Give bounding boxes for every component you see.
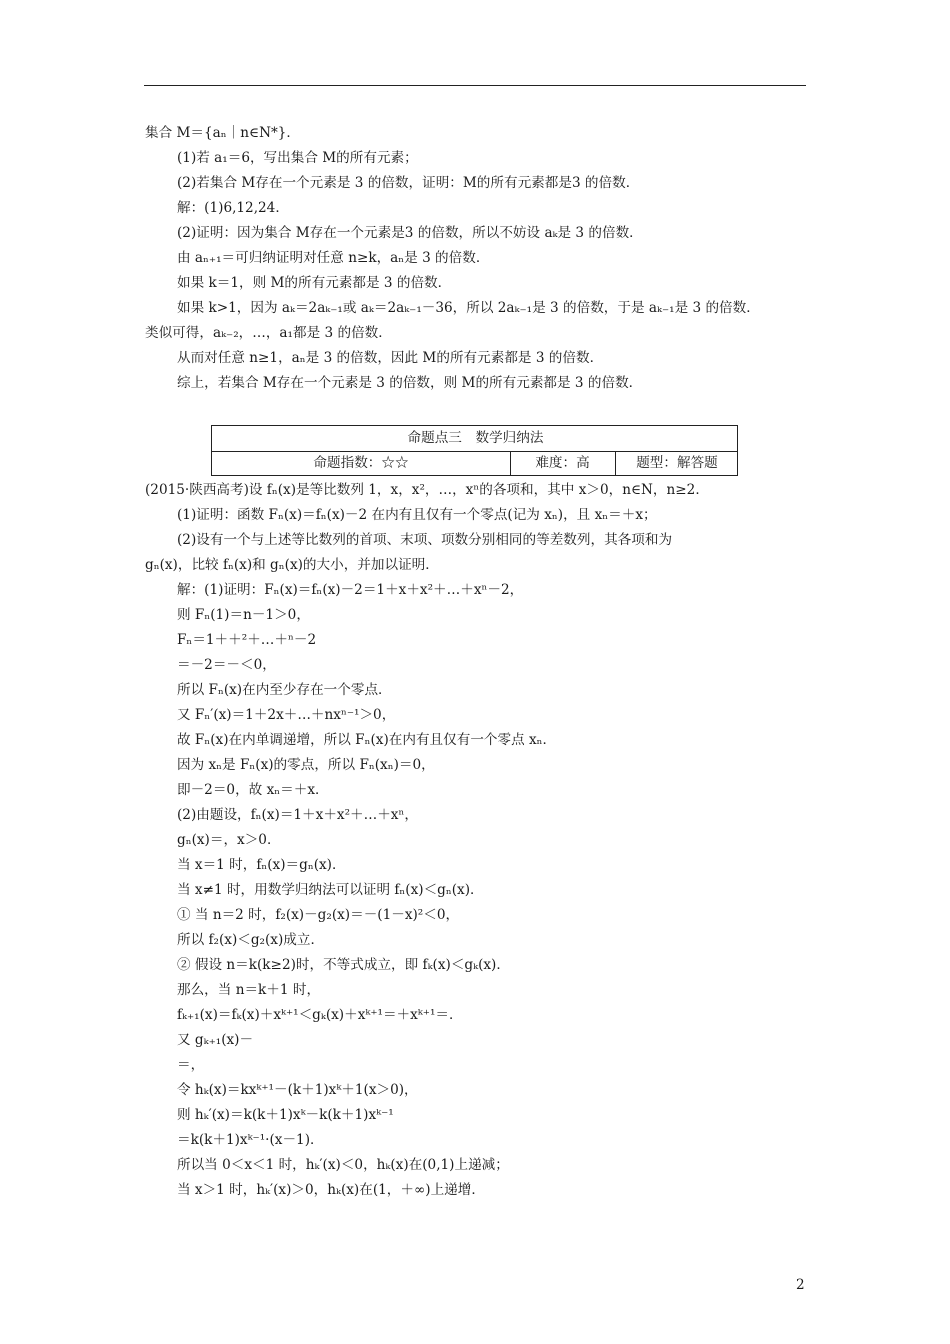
text-line: fₖ₊₁(x)＝fₖ(x)＋xᵏ⁺¹＜gₖ(x)＋xᵏ⁺¹＝＋xᵏ⁺¹＝． xyxy=(177,1007,463,1023)
text-line: (2)由题设，fₙ(x)＝1＋x＋x²＋…＋xⁿ， xyxy=(177,807,418,823)
text-line: 则 hₖ′(x)＝k(k＋1)xᵏ－k(k＋1)xᵏ⁻¹ xyxy=(177,1107,394,1123)
text-line: 当 x≠1 时，用数学归纳法可以证明 fₙ(x)＜gₙ(x)． xyxy=(177,882,484,898)
text-line: 集合 M＝{aₙ｜n∈N*}． xyxy=(145,125,301,141)
text-line: 即－2＝0，故 xₙ＝＋x． xyxy=(177,782,329,798)
text-line: 如果 k＝1，则 M的所有元素都是 3 的倍数． xyxy=(177,275,452,291)
header-rule xyxy=(144,85,806,86)
proposition-table xyxy=(211,425,738,476)
text-line: 因为 xₙ是 Fₙ(x)的零点，所以 Fₙ(xₙ)＝0， xyxy=(177,757,435,773)
text-line: 当 x＝1 时，fₙ(x)＝gₙ(x)． xyxy=(177,857,346,873)
text-line: (2015·陕西高考)设 fₙ(x)是等比数列 1，x，x²，…，xⁿ的各项和，其中 x＞0，n∈N，n≥2． xyxy=(145,482,709,498)
text-line: 则 Fₙ(1)＝n－1＞0， xyxy=(177,607,310,623)
table-header-row xyxy=(212,426,737,452)
text-line: 如果 k>1，因为 aₖ＝2aₖ₋₁或 aₖ＝2aₖ₋₁－36，所以 2aₖ₋₁是 3 的倍数，于是 aₖ₋₁是 3 的倍数． xyxy=(177,300,760,316)
text-line: (1)证明：函数 Fₙ(x)＝fₙ(x)－2 在内有且仅有一个零点(记为 xₙ)，且 xₙ＝＋x； xyxy=(177,507,657,523)
table-info-row xyxy=(212,451,737,476)
text-line: 所以 Fₙ(x)在内至少存在一个零点． xyxy=(177,682,392,698)
text-line: 那么，当 n＝k＋1 时， xyxy=(177,982,321,998)
text-line: ② 假设 n＝k(k≥2)时，不等式成立，即 fₖ(x)＜gₖ(x)． xyxy=(177,957,510,973)
question-type: 题型：解答题 xyxy=(636,455,718,471)
text-line: 综上，若集合 M存在一个元素是 3 的倍数，则 M的所有元素都是 3 的倍数． xyxy=(177,375,643,391)
text-line: 又 gₖ₊₁(x)－ xyxy=(177,1032,254,1048)
text-line: 所以当 0＜x＜1 时，hₖ′(x)＜0，hₖ(x)在(0,1)上递减； xyxy=(177,1157,509,1173)
text-line: 解：(1)6,12,24． xyxy=(177,200,289,216)
text-line: ＝－2＝－＜0， xyxy=(177,657,276,673)
text-line: (1)若 a₁＝6，写出集合 M的所有元素； xyxy=(177,150,418,166)
table-title: 命题点三 数学归纳法 xyxy=(407,430,544,446)
text-line: 从而对任意 n≥1，aₙ是 3 的倍数，因此 M的所有元素都是 3 的倍数． xyxy=(177,350,604,366)
difficulty: 难度：高 xyxy=(535,455,590,471)
text-line: ＝， xyxy=(177,1057,205,1073)
text-line: 令 hₖ(x)＝kxᵏ⁺¹－(k＋1)xᵏ＋1(x＞0)， xyxy=(177,1082,418,1098)
text-line: (2)若集合 M存在一个元素是 3 的倍数，证明：M的所有元素都是3 的倍数． xyxy=(177,175,640,191)
text-line: (2)设有一个与上述等比数列的首项、末项、项数分别相同的等差数列，其各项和为 xyxy=(177,532,673,548)
text-line: 故 Fₙ(x)在内单调递增，所以 Fₙ(x)在内有且仅有一个零点 xₙ． xyxy=(177,732,557,748)
text-line: 解：(1)证明：Fₙ(x)＝fₙ(x)－2＝1＋x＋x²＋…＋xⁿ－2， xyxy=(177,582,524,598)
text-line: 由 aₙ₊₁＝可归纳证明对任意 n≥k，aₙ是 3 的倍数． xyxy=(177,250,490,266)
proposition-index: 命题指数：☆☆ xyxy=(313,455,409,471)
text-line: gₙ(x)＝，x＞0． xyxy=(177,832,281,848)
text-line: gₙ(x)，比较 fₙ(x)和 gₙ(x)的大小，并加以证明． xyxy=(145,557,439,573)
text-line: Fₙ＝1＋＋²＋…＋ⁿ－2 xyxy=(177,632,317,648)
text-line: ＝k(k＋1)xᵏ⁻¹·(x－1)． xyxy=(177,1132,324,1148)
page-number: 2 xyxy=(796,1277,805,1293)
text-line: 所以 f₂(x)＜g₂(x)成立． xyxy=(177,932,325,948)
text-line: 当 x＞1 时，hₖ′(x)＞0，hₖ(x)在(1，＋∞)上递增． xyxy=(177,1182,485,1198)
text-line: ① 当 n＝2 时，f₂(x)－g₂(x)＝－(1－x)²＜0， xyxy=(177,907,460,923)
text-line: 类似可得，aₖ₋₂，…，a₁都是 3 的倍数． xyxy=(145,325,392,341)
text-line: (2)证明：因为集合 M存在一个元素是3 的倍数，所以不妨设 aₖ是 3 的倍数． xyxy=(177,225,643,241)
text-line: 又 Fₙ′(x)＝1＋2x＋…＋nxⁿ⁻¹＞0， xyxy=(177,707,396,723)
